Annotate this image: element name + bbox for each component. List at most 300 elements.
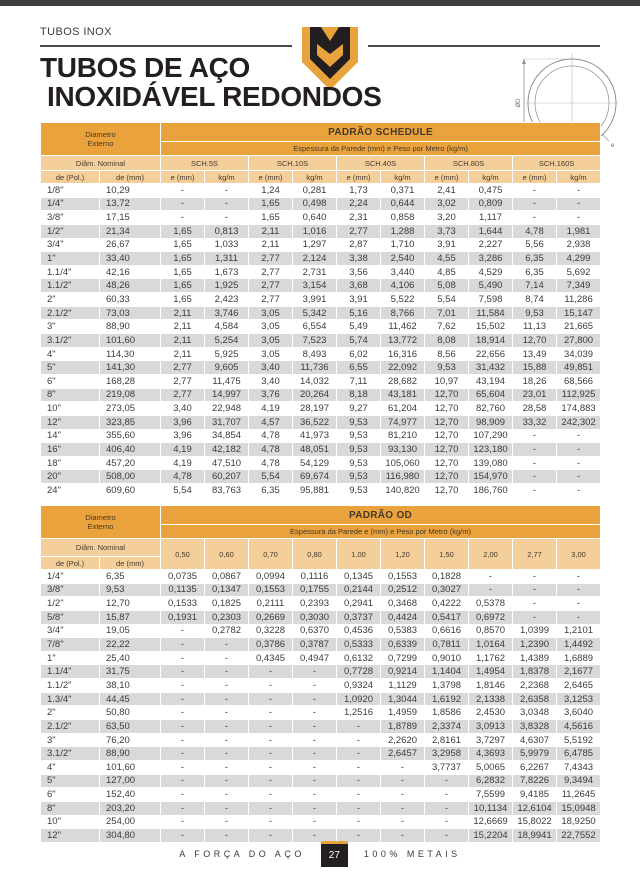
value-cell: - xyxy=(425,801,469,815)
value-cell: 0,1553 xyxy=(381,570,425,584)
schedule-table-subtitle: Espessura da Parede (mm) e Peso por Metro (kg/m) xyxy=(161,142,601,156)
value-cell: - xyxy=(469,570,513,584)
value-cell: - xyxy=(425,788,469,802)
value-cell: 0,644 xyxy=(381,197,425,211)
value-cell: 0,9324 xyxy=(337,679,381,693)
top-accent-bar xyxy=(0,0,640,6)
value-cell: 12,70 xyxy=(425,429,469,443)
od-thickness-header: 3,00 xyxy=(557,539,601,570)
value-cell: 22,7552 xyxy=(557,829,601,843)
value-cell: 1,3044 xyxy=(381,692,425,706)
value-cell: 2,6358 xyxy=(513,692,557,706)
value-cell: 5,692 xyxy=(557,265,601,279)
value-cell: 1,117 xyxy=(469,211,513,225)
nominal-inch-cell: 1.1/4" xyxy=(41,665,100,679)
value-cell: 0,813 xyxy=(205,224,249,238)
value-cell: - xyxy=(161,679,205,693)
value-cell: - xyxy=(161,692,205,706)
nominal-inch-cell: 3" xyxy=(41,733,100,747)
value-cell: - xyxy=(293,774,337,788)
nominal-inch-cell: 5/8" xyxy=(41,610,100,624)
value-cell: 0,6132 xyxy=(337,651,381,665)
value-cell: 1,016 xyxy=(293,224,337,238)
table-row xyxy=(41,456,601,470)
value-cell: 9,4185 xyxy=(513,788,557,802)
value-cell: - xyxy=(557,470,601,484)
value-cell: 2,11 xyxy=(161,334,205,348)
value-cell: 47,510 xyxy=(205,456,249,470)
nominal-inch-cell: 1/4" xyxy=(41,197,100,211)
value-cell: - xyxy=(513,211,557,225)
value-cell: 9,27 xyxy=(337,402,381,416)
col-mm-header: de (mm) xyxy=(100,557,161,570)
value-cell: 186,760 xyxy=(469,484,513,498)
table-row xyxy=(41,692,601,706)
value-cell: 0,3027 xyxy=(425,583,469,597)
nominal-diameter-header: Diâm. Nominal xyxy=(41,539,161,557)
value-cell: 11,736 xyxy=(293,361,337,375)
value-cell: 3,73 xyxy=(425,224,469,238)
value-cell: - xyxy=(513,470,557,484)
table-row xyxy=(41,570,601,584)
schedule-table-title: PADRÃO SCHEDULE xyxy=(161,123,601,142)
nominal-mm-cell: 13,72 xyxy=(100,197,161,211)
nominal-inch-cell: 3.1/2" xyxy=(41,747,100,761)
value-cell: 1,73 xyxy=(337,184,381,198)
value-cell: 7,523 xyxy=(293,334,337,348)
value-cell: 105,060 xyxy=(381,456,425,470)
table-row xyxy=(41,801,601,815)
value-cell: 2,41 xyxy=(425,184,469,198)
value-cell: 2,77 xyxy=(249,279,293,293)
value-cell: 3,05 xyxy=(249,347,293,361)
value-cell: 0,5333 xyxy=(337,638,381,652)
nominal-inch-cell: 3/8" xyxy=(41,583,100,597)
value-cell: - xyxy=(557,184,601,198)
value-cell: 11,475 xyxy=(205,374,249,388)
value-cell: 3,05 xyxy=(249,334,293,348)
nominal-inch-cell: 5" xyxy=(41,361,100,375)
value-cell: 31,707 xyxy=(205,415,249,429)
nominal-inch-cell: 24" xyxy=(41,484,100,498)
value-cell: 3,991 xyxy=(293,293,337,307)
value-cell: 1,4389 xyxy=(513,651,557,665)
table-row xyxy=(41,760,601,774)
value-cell: 2,6465 xyxy=(557,679,601,693)
table-row xyxy=(41,624,601,638)
value-cell: 0,7728 xyxy=(337,665,381,679)
value-cell: 34,854 xyxy=(205,429,249,443)
unit-e-header: e (mm) xyxy=(425,171,469,184)
value-cell: 20,264 xyxy=(293,388,337,402)
value-cell: 242,302 xyxy=(557,415,601,429)
value-cell: - xyxy=(249,801,293,815)
nominal-inch-cell: 8" xyxy=(41,388,100,402)
value-cell: - xyxy=(161,638,205,652)
table-row xyxy=(41,788,601,802)
table-row xyxy=(41,774,601,788)
value-cell: - xyxy=(205,651,249,665)
value-cell: 2,11 xyxy=(249,238,293,252)
table-row xyxy=(41,211,601,225)
value-cell: 28,197 xyxy=(293,402,337,416)
nominal-mm-cell: 38,10 xyxy=(100,679,161,693)
value-cell: 1,65 xyxy=(161,265,205,279)
value-cell: 42,182 xyxy=(205,443,249,457)
value-cell: 0,4345 xyxy=(249,651,293,665)
od-table xyxy=(40,505,601,843)
value-cell: 36,522 xyxy=(293,415,337,429)
nominal-inch-cell: 2" xyxy=(41,293,100,307)
unit-kg-header: kg/m xyxy=(381,171,425,184)
value-cell: 5,54 xyxy=(425,293,469,307)
nominal-mm-cell: 10,29 xyxy=(100,184,161,198)
diameter-dimension-label: ØD xyxy=(516,98,522,108)
table-row xyxy=(41,320,601,334)
value-cell: 3,96 xyxy=(161,415,205,429)
table-row xyxy=(41,388,601,402)
value-cell: 107,290 xyxy=(469,429,513,443)
value-cell: 1,981 xyxy=(557,224,601,238)
od-thickness-header: 0,70 xyxy=(249,539,293,570)
value-cell: 8,74 xyxy=(513,293,557,307)
value-cell: 0,6370 xyxy=(293,624,337,638)
value-cell: 2,2368 xyxy=(513,679,557,693)
value-cell: 10,97 xyxy=(425,374,469,388)
page-title xyxy=(40,53,382,111)
table-row xyxy=(41,651,601,665)
table-row xyxy=(41,252,601,266)
od-thickness-header: 1,50 xyxy=(425,539,469,570)
value-cell: 48,051 xyxy=(293,443,337,457)
value-cell: 0,4424 xyxy=(381,610,425,624)
value-cell: 10,1134 xyxy=(469,801,513,815)
table-row xyxy=(41,334,601,348)
value-cell: 7,598 xyxy=(469,293,513,307)
page-number-badge: 27 xyxy=(321,841,348,867)
value-cell: - xyxy=(293,747,337,761)
value-cell: 2,31 xyxy=(337,211,381,225)
value-cell: - xyxy=(337,815,381,829)
value-cell: 12,6669 xyxy=(469,815,513,829)
value-cell: 14,997 xyxy=(205,388,249,402)
nominal-inch-cell: 7/8" xyxy=(41,638,100,652)
value-cell: 2,731 xyxy=(293,265,337,279)
value-cell: 4,584 xyxy=(205,320,249,334)
value-cell: - xyxy=(557,211,601,225)
value-cell: 2,3374 xyxy=(425,720,469,734)
value-cell: 6,55 xyxy=(337,361,381,375)
table-row xyxy=(41,733,601,747)
nominal-inch-cell: 3/8" xyxy=(41,211,100,225)
value-cell: 0,0735 xyxy=(161,570,205,584)
value-cell: - xyxy=(205,679,249,693)
page-title-line2: INOXIDÁVEL REDONDOS xyxy=(47,81,382,112)
table-row xyxy=(41,279,601,293)
nominal-inch-cell: 2.1/2" xyxy=(41,720,100,734)
value-cell: 154,970 xyxy=(469,470,513,484)
value-cell: 0,1135 xyxy=(161,583,205,597)
nominal-inch-cell: 1" xyxy=(41,252,100,266)
value-cell: 1,4954 xyxy=(469,665,513,679)
value-cell: 0,640 xyxy=(293,211,337,225)
value-cell: - xyxy=(205,692,249,706)
value-cell: - xyxy=(381,815,425,829)
value-cell: 3,746 xyxy=(205,306,249,320)
value-cell: 1,65 xyxy=(249,197,293,211)
value-cell: - xyxy=(557,597,601,611)
nominal-inch-cell: 20" xyxy=(41,470,100,484)
nominal-inch-cell: 5" xyxy=(41,774,100,788)
value-cell: - xyxy=(161,829,205,843)
nominal-mm-cell: 254,00 xyxy=(100,815,161,829)
table-row xyxy=(41,197,601,211)
value-cell: 2,77 xyxy=(249,265,293,279)
value-cell: - xyxy=(249,788,293,802)
value-cell: 5,0065 xyxy=(469,760,513,774)
value-cell: 140,820 xyxy=(381,484,425,498)
value-cell: 1,6192 xyxy=(425,692,469,706)
nominal-inch-cell: 1.1/2" xyxy=(41,279,100,293)
table-row xyxy=(41,374,601,388)
nominal-mm-cell: 25,40 xyxy=(100,651,161,665)
value-cell: 7,5599 xyxy=(469,788,513,802)
value-cell: - xyxy=(557,570,601,584)
value-cell: - xyxy=(381,788,425,802)
value-cell: 2,11 xyxy=(161,320,205,334)
value-cell: 2,77 xyxy=(161,374,205,388)
value-cell: 6,2832 xyxy=(469,774,513,788)
unit-kg-header: kg/m xyxy=(293,171,337,184)
value-cell: 0,1553 xyxy=(249,583,293,597)
value-cell: - xyxy=(161,651,205,665)
value-cell: 0,1755 xyxy=(293,583,337,597)
value-cell: 1,0399 xyxy=(513,624,557,638)
value-cell: - xyxy=(557,429,601,443)
nominal-mm-cell: 101,60 xyxy=(100,334,161,348)
value-cell: 3,96 xyxy=(161,429,205,443)
nominal-inch-cell: 1" xyxy=(41,651,100,665)
value-cell: - xyxy=(557,456,601,470)
value-cell: 0,2144 xyxy=(337,583,381,597)
value-cell: 0,9214 xyxy=(381,665,425,679)
nominal-inch-cell: 4" xyxy=(41,347,100,361)
unit-kg-header: kg/m xyxy=(205,171,249,184)
table-row xyxy=(41,443,601,457)
value-cell: 95,881 xyxy=(293,484,337,498)
value-cell: 2,11 xyxy=(161,306,205,320)
value-cell: - xyxy=(337,801,381,815)
value-cell: - xyxy=(381,760,425,774)
value-cell: 43,181 xyxy=(381,388,425,402)
value-cell: 3,56 xyxy=(337,265,381,279)
value-cell: 6,4785 xyxy=(557,747,601,761)
value-cell: 0,1116 xyxy=(293,570,337,584)
value-cell: - xyxy=(249,760,293,774)
nominal-inch-cell: 1/2" xyxy=(41,224,100,238)
value-cell: 174,883 xyxy=(557,402,601,416)
nominal-inch-cell: 2" xyxy=(41,706,100,720)
value-cell: 7,01 xyxy=(425,306,469,320)
nominal-mm-cell: 273,05 xyxy=(100,402,161,416)
value-cell: - xyxy=(513,197,557,211)
value-cell: 1,24 xyxy=(249,184,293,198)
value-cell: 1,65 xyxy=(161,252,205,266)
od-thickness-header: 2,77 xyxy=(513,539,557,570)
value-cell: - xyxy=(249,829,293,843)
nominal-mm-cell: 76,20 xyxy=(100,733,161,747)
value-cell: 1,0164 xyxy=(469,638,513,652)
value-cell: 4,5616 xyxy=(557,720,601,734)
value-cell: 2,77 xyxy=(161,388,205,402)
value-cell: 3,20 xyxy=(425,211,469,225)
nominal-mm-cell: 355,60 xyxy=(100,429,161,443)
value-cell: 2,938 xyxy=(557,238,601,252)
unit-e-header: e (mm) xyxy=(513,171,557,184)
value-cell: 0,5383 xyxy=(381,624,425,638)
value-cell: 0,498 xyxy=(293,197,337,211)
value-cell: 4,19 xyxy=(249,402,293,416)
footer-slogan-left: A FORÇA DO AÇO xyxy=(179,849,305,859)
value-cell: 22,656 xyxy=(469,347,513,361)
nominal-mm-cell: 609,60 xyxy=(100,484,161,498)
value-cell: 12,70 xyxy=(425,415,469,429)
value-cell: 15,88 xyxy=(513,361,557,375)
value-cell: 18,26 xyxy=(513,374,557,388)
value-cell: 1,033 xyxy=(205,238,249,252)
value-cell: 139,080 xyxy=(469,456,513,470)
nominal-mm-cell: 60,33 xyxy=(100,293,161,307)
nominal-mm-cell: 22,22 xyxy=(100,638,161,652)
value-cell: 0,6972 xyxy=(469,610,513,624)
header-rule-left xyxy=(40,45,292,47)
value-cell: 3,7737 xyxy=(425,760,469,774)
value-cell: - xyxy=(293,829,337,843)
table-row xyxy=(41,679,601,693)
value-cell: 12,70 xyxy=(425,402,469,416)
value-cell: 5,254 xyxy=(205,334,249,348)
value-cell: 98,909 xyxy=(469,415,513,429)
value-cell: 0,1828 xyxy=(425,570,469,584)
value-cell: - xyxy=(249,692,293,706)
nominal-inch-cell: 12" xyxy=(41,829,100,843)
value-cell: - xyxy=(205,184,249,198)
value-cell: 2,87 xyxy=(337,238,381,252)
value-cell: 15,8022 xyxy=(513,815,557,829)
value-cell: - xyxy=(161,211,205,225)
value-cell: 9,53 xyxy=(337,484,381,498)
nominal-inch-cell: 2.1/2" xyxy=(41,306,100,320)
value-cell: 28,58 xyxy=(513,402,557,416)
value-cell: 0,3030 xyxy=(293,610,337,624)
nominal-mm-cell: 406,40 xyxy=(100,443,161,457)
value-cell: 0,2941 xyxy=(337,597,381,611)
value-cell: 2,227 xyxy=(469,238,513,252)
value-cell: - xyxy=(513,597,557,611)
value-cell: 3,05 xyxy=(249,320,293,334)
nominal-inch-cell: 16" xyxy=(41,443,100,457)
value-cell: 33,32 xyxy=(513,415,557,429)
value-cell: 5,08 xyxy=(425,279,469,293)
value-cell: 7,8226 xyxy=(513,774,557,788)
od-thickness-header: 1,20 xyxy=(381,539,425,570)
value-cell: 18,9941 xyxy=(513,829,557,843)
nominal-diameter-header: Diâm. Nominal xyxy=(41,156,161,171)
value-cell: 5,490 xyxy=(469,279,513,293)
value-cell: - xyxy=(161,706,205,720)
value-cell: 4,78 xyxy=(161,470,205,484)
value-cell: - xyxy=(293,815,337,829)
value-cell: 2,423 xyxy=(205,293,249,307)
table-row xyxy=(41,720,601,734)
od-thickness-header: 0,80 xyxy=(293,539,337,570)
value-cell: 2,77 xyxy=(161,361,205,375)
value-cell: 0,4947 xyxy=(293,651,337,665)
nominal-mm-cell: 17,15 xyxy=(100,211,161,225)
page-footer xyxy=(0,841,640,867)
value-cell: - xyxy=(381,801,425,815)
value-cell: 8,08 xyxy=(425,334,469,348)
value-cell: 3,154 xyxy=(293,279,337,293)
value-cell: 0,281 xyxy=(293,184,337,198)
table-row xyxy=(41,429,601,443)
value-cell: - xyxy=(337,747,381,761)
nominal-inch-cell: 1.1/4" xyxy=(41,265,100,279)
value-cell: 5,54 xyxy=(249,470,293,484)
value-cell: - xyxy=(249,815,293,829)
value-cell: 7,4343 xyxy=(557,760,601,774)
value-cell: 3,440 xyxy=(381,265,425,279)
value-cell: - xyxy=(557,443,601,457)
value-cell: 11,13 xyxy=(513,320,557,334)
value-cell: 9,605 xyxy=(205,361,249,375)
value-cell: 82,760 xyxy=(469,402,513,416)
value-cell: - xyxy=(513,610,557,624)
value-cell: - xyxy=(249,733,293,747)
value-cell: - xyxy=(513,429,557,443)
value-cell: 2,1677 xyxy=(557,665,601,679)
value-cell: 13,772 xyxy=(381,334,425,348)
value-cell: 0,858 xyxy=(381,211,425,225)
value-cell: - xyxy=(513,184,557,198)
value-cell: 60,207 xyxy=(205,470,249,484)
schedule-group-header: SCH.40S xyxy=(337,156,425,171)
value-cell: 3,40 xyxy=(249,374,293,388)
value-cell: 5,925 xyxy=(205,347,249,361)
nominal-mm-cell: 323,85 xyxy=(100,415,161,429)
nominal-mm-cell: 9,53 xyxy=(100,583,161,597)
nominal-mm-cell: 42,16 xyxy=(100,265,161,279)
value-cell: - xyxy=(513,443,557,457)
value-cell: 18,914 xyxy=(469,334,513,348)
value-cell: 3,0913 xyxy=(469,720,513,734)
value-cell: 0,6616 xyxy=(425,624,469,638)
value-cell: 61,204 xyxy=(381,402,425,416)
value-cell: 4,6307 xyxy=(513,733,557,747)
value-cell: - xyxy=(205,760,249,774)
nominal-inch-cell: 6" xyxy=(41,374,100,388)
col-pol-header: de (Pol.) xyxy=(41,557,100,570)
value-cell: 83,763 xyxy=(205,484,249,498)
value-cell: 12,70 xyxy=(425,443,469,457)
value-cell: 65,604 xyxy=(469,388,513,402)
value-cell: 2,4530 xyxy=(469,706,513,720)
value-cell: - xyxy=(249,665,293,679)
value-cell: 1,288 xyxy=(381,224,425,238)
value-cell: 1,6889 xyxy=(557,651,601,665)
value-cell: 15,2204 xyxy=(469,829,513,843)
value-cell: - xyxy=(513,456,557,470)
